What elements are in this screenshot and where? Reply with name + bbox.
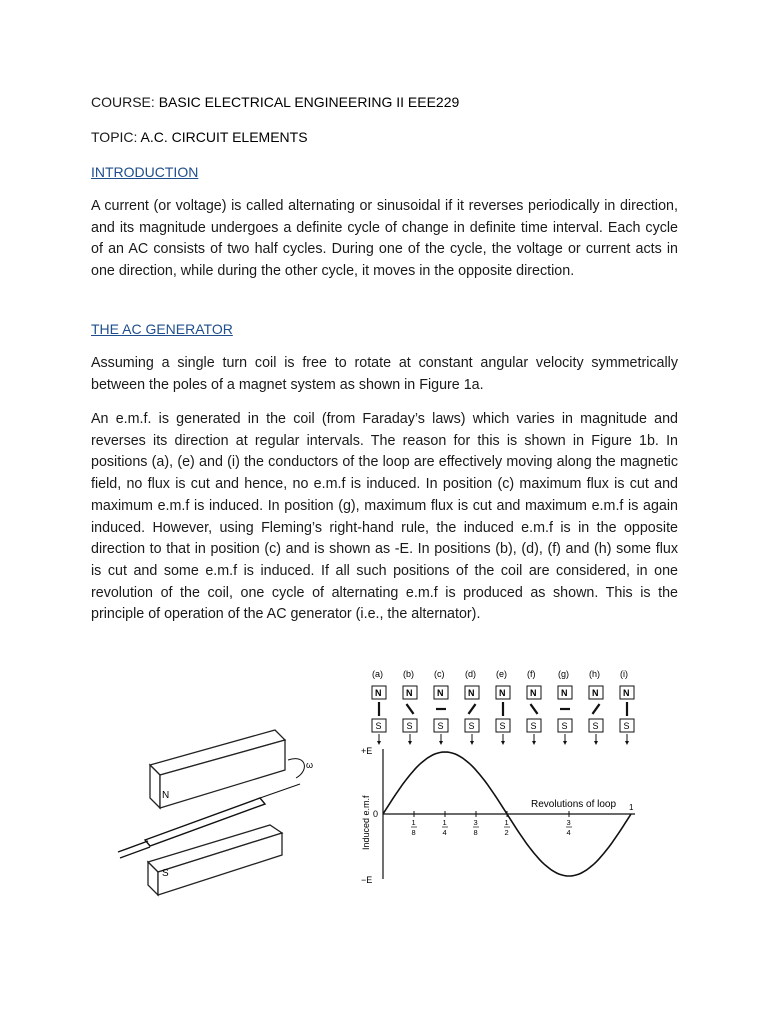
coil-positions-row <box>372 669 634 745</box>
end-tick-label: 1 <box>629 803 634 812</box>
pole-s-label: S <box>162 868 169 879</box>
position-label: (a) <box>372 669 383 679</box>
pole-s-letter: S <box>530 721 537 731</box>
tick-label-3-8 <box>473 811 479 837</box>
flux-arrow-head <box>625 741 629 745</box>
pole-n-letter: N <box>592 688 599 698</box>
flux-arrow-head <box>501 741 505 745</box>
pole-s-letter: S <box>406 721 413 731</box>
flux-arrow-head <box>408 741 412 745</box>
figure-1a-coil-diagram <box>110 720 320 900</box>
pole-s-letter: S <box>623 721 630 731</box>
coil-position-4 <box>496 669 510 745</box>
introduction-heading: INTRODUCTION <box>91 164 199 180</box>
flux-arrow-head <box>470 741 474 745</box>
generator-heading: THE AC GENERATOR <box>91 321 233 337</box>
course-value: BASIC ELECTRICAL ENGINEERING II EEE229 <box>158 94 460 110</box>
pole-s-letter: S <box>592 721 599 731</box>
flux-arrow-head <box>563 741 567 745</box>
flux-arrow-head <box>594 741 598 745</box>
pole-s-letter: S <box>375 721 382 731</box>
pole-n-letter: N <box>375 688 382 698</box>
tick-label-1-2 <box>504 811 510 837</box>
topic-value: A.C. CIRCUIT ELEMENTS <box>140 129 308 145</box>
topic-label: TOPIC: <box>91 129 141 145</box>
course-line <box>91 94 459 110</box>
position-label: (f) <box>527 669 536 679</box>
coil-position-7 <box>589 669 603 745</box>
pole-n-label: N <box>162 790 170 801</box>
rotation-arrow-icon <box>288 759 304 778</box>
tick-numerator: 1 <box>504 818 509 827</box>
coil-position-8 <box>620 669 634 745</box>
pole-n-letter: N <box>623 688 630 698</box>
tick-denominator: 2 <box>504 828 509 837</box>
pole-s-letter: S <box>468 721 475 731</box>
coil-position-0 <box>372 669 386 745</box>
introduction-paragraph: A current (or voltage) is called alternating or sinusoidal if it reverses periodically in direction, and its magnitude undergoes a definite cycle of change in definite time interval. Each cycle of an AC consists of two half cycles. During one of the cycle, the voltage or current acts in one direction, while during the other cycle, it moves in the opposite direction. <box>91 198 678 280</box>
figure-1b-emf-diagram <box>355 665 655 895</box>
position-label: (i) <box>620 669 628 679</box>
tick-denominator: 4 <box>566 828 571 837</box>
pole-n-letter: N <box>561 688 568 698</box>
flux-arrow-head <box>439 741 443 745</box>
position-label: (g) <box>558 669 569 679</box>
tick-denominator: 4 <box>442 828 447 837</box>
position-label: (d) <box>465 669 476 679</box>
coil-position-6 <box>558 669 572 745</box>
pole-n-letter: N <box>499 688 506 698</box>
position-label: (c) <box>434 669 445 679</box>
pole-n-letter: N <box>437 688 444 698</box>
tick-denominator: 8 <box>473 828 478 837</box>
coil-position-3 <box>465 669 479 745</box>
pole-n-letter: N <box>468 688 475 698</box>
tick-numerator: 1 <box>411 818 416 827</box>
tick-numerator: 3 <box>473 818 478 827</box>
pole-s-letter: S <box>437 721 444 731</box>
tick-label-1-8 <box>411 811 417 837</box>
position-label: (h) <box>589 669 600 679</box>
coil-position-2 <box>434 669 448 745</box>
tick-label-1-4 <box>442 811 448 837</box>
coil-position-1 <box>403 669 417 745</box>
flux-arrow-head <box>532 741 536 745</box>
y-min-label: −E <box>361 875 373 885</box>
generator-paragraph-1: Assuming a single turn coil is free to rotate at constant angular velocity symmetrically between the poles of a magnet system as shown in Figure 1a. <box>91 355 678 393</box>
pole-n-letter: N <box>530 688 537 698</box>
tick-denominator: 8 <box>411 828 416 837</box>
coil-conductor <box>530 704 537 714</box>
y-max-label: +E <box>361 746 373 756</box>
tick-numerator: 3 <box>566 818 571 827</box>
pole-n-letter: N <box>406 688 413 698</box>
coil-conductor <box>592 704 599 714</box>
pole-s-letter: S <box>561 721 568 731</box>
coil-position-5 <box>527 669 541 745</box>
tick-numerator: 1 <box>442 818 447 827</box>
omega-label: ω <box>306 760 314 770</box>
position-label: (b) <box>403 669 414 679</box>
y-axis-label: Induced e.m.f <box>361 795 371 850</box>
origin-label: 0 <box>373 809 379 819</box>
course-label: COURSE: <box>91 94 159 110</box>
x-axis-label: Revolutions of loop <box>531 799 617 810</box>
topic-line <box>91 129 308 145</box>
coil-conductor <box>468 704 475 714</box>
coil-conductor <box>406 704 413 714</box>
tick-label-3-4 <box>566 811 572 837</box>
position-label: (e) <box>496 669 507 679</box>
generator-paragraph-2: An e.m.f. is generated in the coil (from Faraday’s laws) which varies in magnitude and reverses its direction at regular intervals. The reason for this is shown in Figure 1b. In positions (a), (e) and (i) the conductors of the loop are effectively moving along the magnetic field, no flux is cut and hence, no e.m.f is induced. In position (c) maximum flux is cut and maximum e.m.f is induced. In position (g), maximum flux is cut and maximum e.m.f is again induced. However, using Fleming’s right-hand rule, the induced e.m.f is in the opposite direction to that in position (c) and is shown as -E. In positions (b), (d), (f) and (h) some flux is cut and some e.m.f is induced. If all such positions of the coil are considered, in one revolution of the coil, one cycle of alternating e.m.f is produced as shown. This is the principle of operation of the AC generator (i.e., the alternator). <box>91 411 678 623</box>
flux-arrow-head <box>377 741 381 745</box>
pole-s-letter: S <box>499 721 506 731</box>
